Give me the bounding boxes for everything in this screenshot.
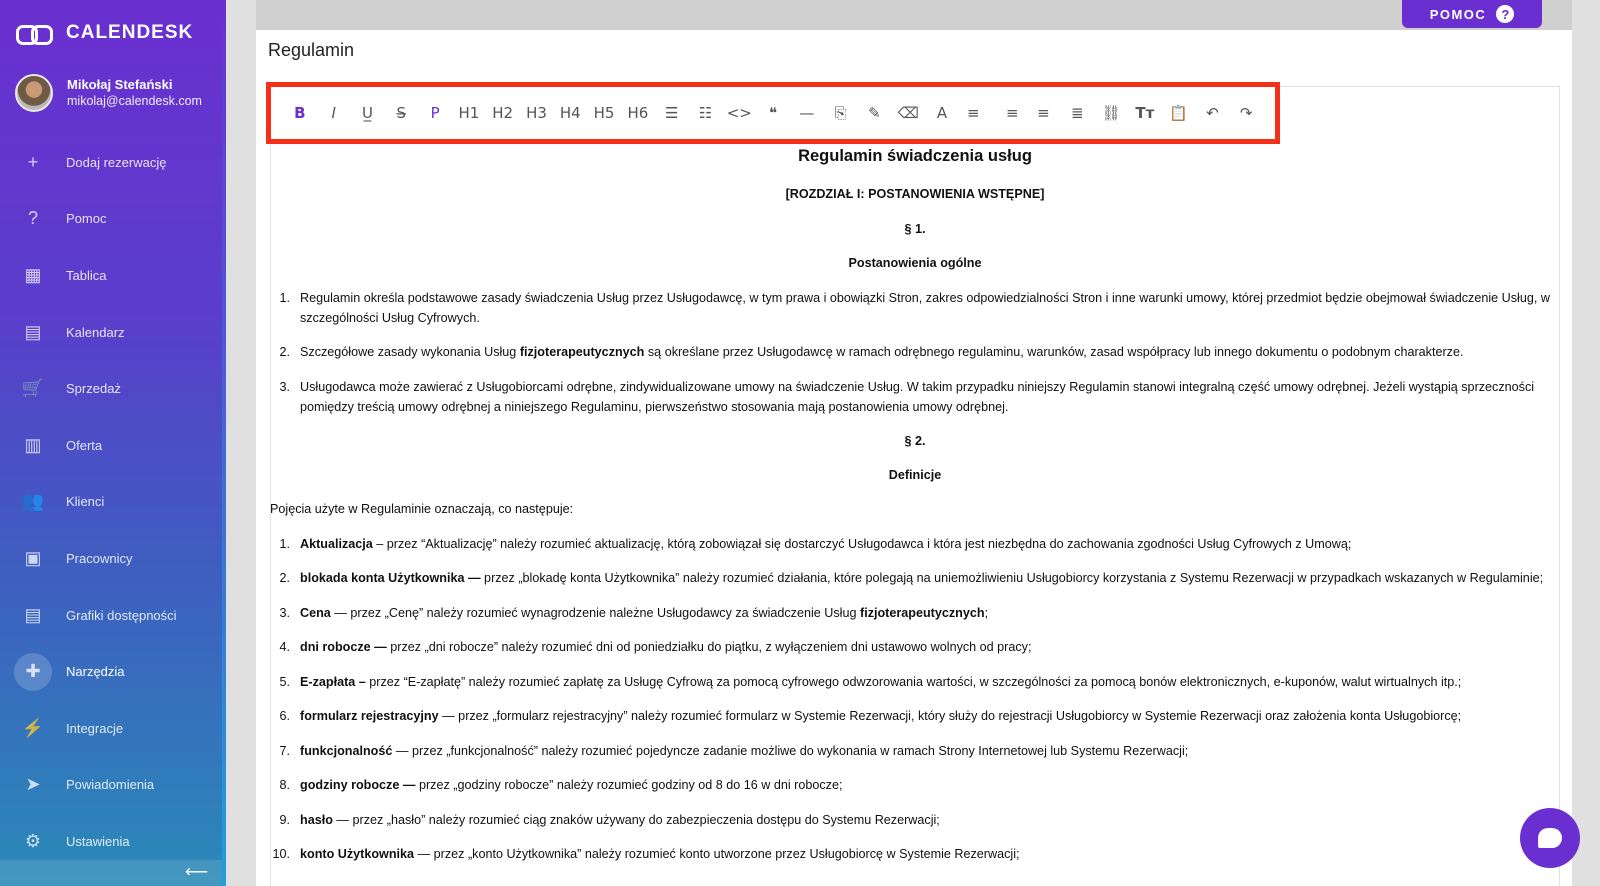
top-strip [256,0,1572,30]
heading-1-icon[interactable]: H1 [458,104,480,122]
list-number: 8. [279,778,290,792]
list-item [270,844,1560,864]
list-number: 10. [272,847,290,861]
text-run: — przez „konto Użytkownika” należy rozumieć konto utworzone przez Usługobiorcę w Systemie Rezerwacji; [414,847,1020,861]
sidebar-item-label: Ustawienia [66,833,130,849]
help-button[interactable] [1402,0,1542,28]
font-size-icon[interactable]: Tт [1135,104,1155,122]
align-center-icon[interactable]: ≡ [1037,104,1050,122]
list-text [300,342,1560,362]
puzzle-icon: ✚ [14,653,52,691]
list-text [300,810,1560,830]
bold-text: formularz rejestracyjny [300,709,439,723]
text-run: przez „dni robocze” należy rozumieć dni od poniedziałku do piątku, z wyłączeniem dni ustawowo wolnych od pracy; [386,640,1032,654]
page-break-icon[interactable]: ⎘ [834,104,847,122]
sidebar-edge [222,0,226,886]
list-text: Usługodawca może zawierać z Usługobiorcami odrębne, zindywidualizowane umowy na świadczenie Usług. W takim przypadku niniejszy Regulamin stanowi integralną część umowy odrębnej. Jeżeli wystąpią sprzeczności pomiędzy treścią umowy odrębnej a niniejszego Regulaminu, pierwszeństwo stosowania mają postanowienia umowy odrębnej. [300,380,1535,414]
sidebar-item-label: Pracownicy [66,550,133,566]
sidebar-item-label: Oferta [66,437,103,453]
list-text [300,775,1560,795]
user-profile[interactable] [15,74,202,112]
list-text [300,637,1560,657]
list-item [270,603,1560,623]
sidebar-item-label: Dodaj rezerwację [66,154,167,170]
bold-text: konto Użytkownika [300,847,415,861]
definitions-intro: Pojęcia użyte w Regulaminie oznaczają, co następuje: [270,502,574,516]
bold-text: E-zapłata – [300,675,366,689]
list-text [300,706,1560,726]
collapse-sidebar-button[interactable] [0,860,222,886]
undo-icon[interactable]: ↶ [1206,104,1219,122]
text-run: — przez „funkcjonalność” należy rozumieć pojedyncze zadanie możliwe do wykonania w ramach Strony Internetowej lub Systemu Rezerwacji; [392,744,1189,758]
heading-2-icon[interactable]: H2 [492,104,514,122]
list-number: 9. [279,813,290,827]
text-run: są określane przez Usługodawcę w ramach odrębnego regulaminu, warunków, zasad współpracy lub innego dokumentu o podobnym charakterze. [644,345,1464,359]
sidebar-item-label: Narzędzia [66,664,125,680]
list-item [270,741,1560,761]
calendesk-logo-icon [16,23,52,43]
paragraph-icon[interactable]: P [430,104,440,122]
plus-icon: + [27,151,39,172]
bold-text: funkcjonalność [300,744,393,758]
bullet-list-icon[interactable]: ☰ [664,104,679,122]
sidebar-item-availability[interactable] [0,587,222,644]
sidebar-item-label: Kalendarz [66,324,125,340]
sidebar-item-label: Tablica [66,267,107,283]
list-item [270,377,1560,417]
bold-text: blokada konta Użytkownika — [300,571,481,585]
bold-text: hasło [300,813,333,827]
sidebar-item-notifications[interactable] [0,757,222,814]
heading-3-icon[interactable]: H3 [526,104,547,122]
sidebar-item-label: Klienci [66,494,105,510]
sidebar-item-label: Powiadomienia [66,777,155,793]
align-right-icon[interactable]: ≡ [1005,104,1019,122]
quote-icon[interactable]: ❝ [769,104,778,122]
help-icon: ? [27,208,38,229]
document-title: Regulamin świadczenia usług [798,147,1032,165]
link-icon[interactable]: ⛓ [1101,104,1121,122]
list-text [300,741,1560,761]
section-1-title: Postanowienia ogólne [848,256,982,270]
brand[interactable] [16,22,193,44]
section-1-number: § 1. [904,222,926,236]
chat-bubble-icon [1538,828,1562,848]
list-text [300,534,1560,554]
sidebar-nav [0,134,222,870]
calendar-icon: ▤ [24,321,42,342]
text-run: — przez „hasło” należy rozumieć ciąg znaków używany do zabezpieczenia dostępu do Systemu Rezerwacji; [332,813,940,827]
list-text: Regulamin określa podstawowe zasady świadczenia Usług przez Usługodawcę, w tym prawa i obowiązki Stron, zakres odpowiedzialności Stron i inne warunki umowy, której przedmiot będzie obejmował świadczenie Usług, w szczególności Usług Cyfrowych. [300,291,1550,325]
sidebar-item-label: Grafiki dostępności [66,607,177,623]
schedule-icon: ▤ [24,604,42,625]
chat-button[interactable] [1520,808,1580,868]
sidebar [0,0,226,886]
list-text [300,672,1560,692]
align-left-icon[interactable]: ≡ [966,104,980,122]
chapter-heading: [ROZDZIAŁ I: POSTANOWIENIA WSTĘPNE] [785,187,1045,201]
sidebar-item-employees[interactable] [0,530,222,587]
paste-icon[interactable]: 📋 [1169,104,1188,122]
text-run: przez „blokadę konta Użytkownika” należy rozumieć działania, które polegają na uniemożliwieniu Usługobiorcy korzystania z Systemu Rezerwacji w przypadkach wskazanych w Regulaminie; [480,571,1544,585]
list-item [270,534,1560,554]
avatar [15,74,53,112]
gear-icon: ⚙ [24,830,42,851]
question-icon: ? [1496,5,1514,23]
people-icon: 👥 [21,491,45,512]
help-button-label: POMOC [1429,6,1487,22]
list-item [270,342,1560,362]
list-item [270,706,1560,726]
plug-icon: ⚡ [21,717,45,738]
list-text [300,568,1560,588]
sidebar-item-label: Integracje [66,720,124,736]
editor-toolbar [266,82,1280,144]
sidebar-item-label: Sprzedaż [66,381,121,397]
ordered-list-icon[interactable]: ☷ [698,104,713,122]
bold-text: Cena [300,606,331,620]
text-color-icon[interactable]: A [936,104,948,122]
sidebar-item-add-booking[interactable] [0,134,222,191]
list-item [270,672,1560,692]
list-number: 6. [279,709,290,723]
list-text [300,603,1560,623]
code-icon[interactable]: <> [726,104,752,122]
arrow-left-icon: ⟵ [185,864,208,881]
list-number: 1. [279,537,290,551]
align-justify-icon[interactable]: ≣ [1070,104,1084,122]
sidebar-item-calendar[interactable] [0,304,222,361]
text-run: przez “E-zapłatę” należy rozumieć zapłatę za Usługę Cyfrową za pomocą cyfrowego odwzorowania wartości, w szczególności za pomocą bonów elektronicznych, e-kuponów, walut wirtualnych itp.; [365,675,1462,689]
italic-icon[interactable]: I [331,104,336,122]
list-text [300,844,1560,864]
heading-4-icon[interactable]: H4 [559,104,581,122]
rich-text-editor[interactable] [270,86,1560,886]
sidebar-item-help[interactable] [0,191,222,248]
underline-icon[interactable]: U̲ [362,104,373,122]
text-run: — przez „Cenę” należy rozumieć wynagrodzenie należne Usługodawcy za świadczenie Usług [330,606,860,620]
sidebar-item-integrations[interactable] [0,700,222,757]
sidebar-item-offer[interactable] [0,417,222,474]
text-run: przez „godziny robocze” należy rozumieć godziny od 8 do 16 w dni robocze; [415,778,843,792]
list-number: 5. [279,675,290,689]
store-icon: ▥ [24,434,42,455]
list-number: 3. [279,606,290,620]
redo-icon[interactable]: ↷ [1239,104,1253,122]
dashboard-icon: ▦ [24,264,42,285]
list-number: 1. [279,291,290,305]
strikethrough-icon[interactable]: S̶ [396,104,407,122]
bold-text: fizjoterapeutycznych [519,345,645,359]
user-email: mikolaj@calendesk.com [67,93,202,108]
bold-text: godziny robocze — [300,778,416,792]
list-item [270,775,1560,795]
list-item [270,637,1560,657]
bold-text: dni robocze — [300,640,387,654]
sidebar-item-label: Pomoc [66,211,107,227]
list-number: 7. [279,744,290,758]
send-icon: ➤ [25,774,41,795]
text-run: ; [984,606,989,620]
list-number: 4. [279,640,290,654]
text-run: – przez “Aktualizację” należy rozumieć aktualizację, którą zobowiązał się dostarczyć Usługodawca i która jest niezbędna do zachowania zgodności Usług Cyfrowych z Umową; [372,537,1352,551]
bold-icon[interactable]: B [294,104,306,122]
text-run: — przez „formularz rejestracyjny” należy rozumieć formularz w Systemie Rezerwacji, który służy do rejestracji Usługobiorcy w Systemie Rezerwacji oraz założenia konta Usługobiorcę; [438,709,1462,723]
brand-name: CALENDESK [66,22,194,43]
sidebar-item-sales[interactable] [0,360,222,417]
bold-text: Aktualizacja [300,537,373,551]
clear-format-icon[interactable]: ⌫ [897,104,919,122]
section-2-number: § 2. [904,434,926,448]
cart-icon: 🛒 [21,378,45,399]
card-title: Regulamin [268,40,355,60]
list-number: 2. [279,571,290,585]
bold-text: fizjoterapeutycznych [860,606,985,620]
sidebar-item-tools[interactable] [0,643,222,700]
list-item [270,568,1560,588]
section-2-title: Definicje [888,468,942,482]
sidebar-item-clients[interactable] [0,474,222,531]
badge-icon: ▣ [24,547,42,568]
heading-5-icon[interactable]: H5 [593,104,615,122]
sidebar-item-dashboard[interactable] [0,247,222,304]
highlight-icon[interactable]: ✎ [868,104,881,122]
list-number: 3. [279,380,290,394]
user-name: Mikołaj Stefański [67,76,173,92]
text-run: Szczegółowe zasady wykonania Usług [300,345,520,359]
heading-6-icon[interactable]: H6 [627,104,649,122]
horizontal-rule-icon[interactable]: — [799,104,815,122]
list-number: 2. [279,345,290,359]
list-item [270,288,1560,328]
list-item [270,810,1560,830]
